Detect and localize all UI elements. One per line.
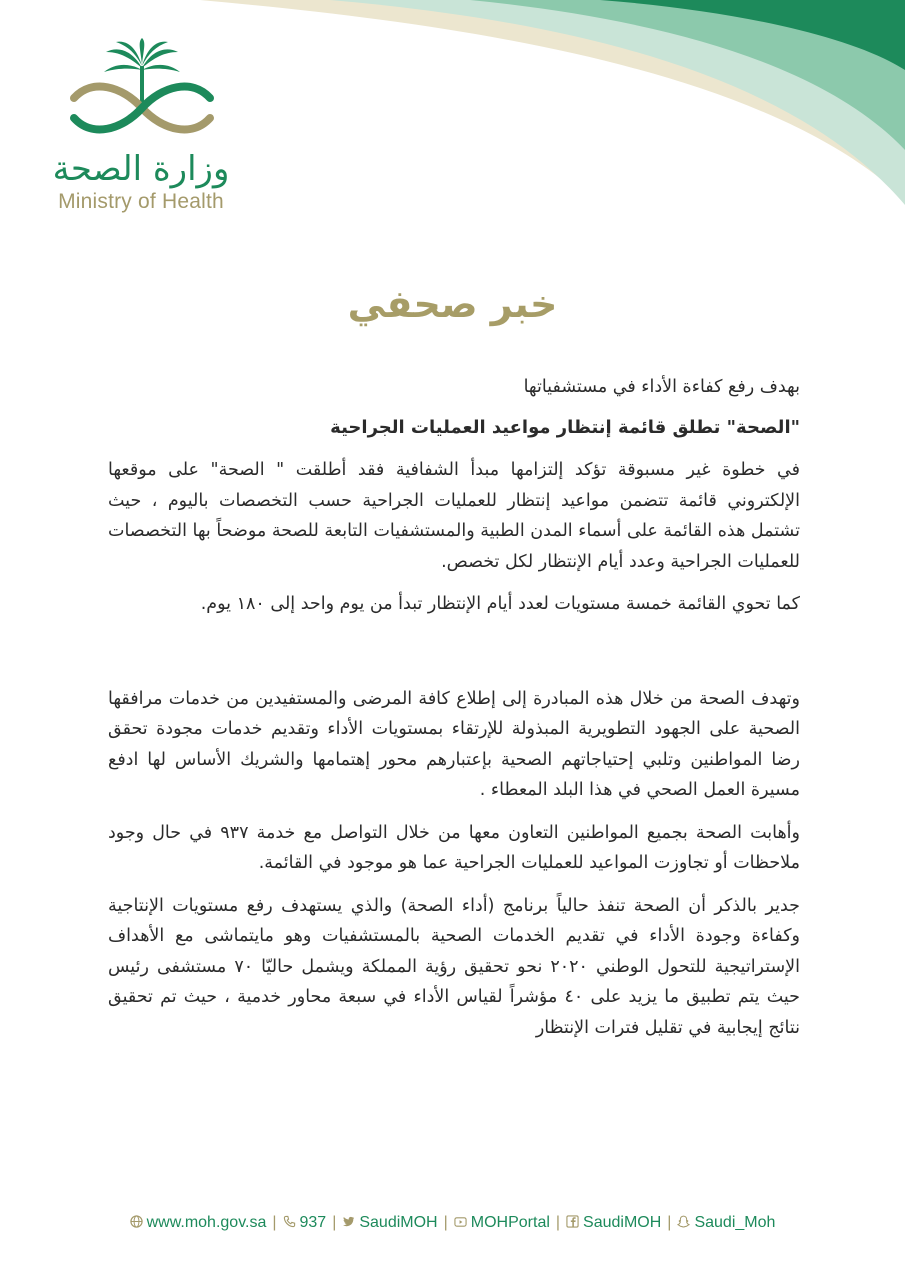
moh-logo [36, 38, 246, 218]
article-subheading: بهدف رفع كفاءة الأداء في مستشفياتها [523, 377, 800, 397]
footer-phone[interactable] [283, 1214, 327, 1232]
footer-facebook[interactable] [566, 1214, 661, 1232]
footer-snapchat[interactable] [677, 1214, 775, 1232]
youtube-icon [454, 1215, 467, 1228]
paragraph-3: وتهدف الصحة من خلال هذه المبادرة إلى إطلاع كافة المرضى والمستفيدين من خدمات مرافقها الصحية على الجهود التطويرية المبذولة للإرتقاء بمستويات الأداء وتقديم خدمات مجودة تحقق رضا المواطنين وتلبي إحتياجاتهم الصحية بإعتبارهم محور إهتمامها والشريك الأساس لها ادفع مسيرة العمل الصحي في هذا البلد المعطاء . [108, 688, 800, 800]
facebook-icon [566, 1215, 579, 1228]
footer-youtube[interactable] [454, 1214, 550, 1232]
palm-swords-emblem-icon [62, 38, 222, 143]
snapchat-text: Saudi_Moh [694, 1214, 776, 1231]
article-body [108, 372, 800, 1055]
paragraph-5: جدير بالذكر أن الصحة تنفذ حالياً برنامج (أداء الصحة) والذي يستهدف رفع مستويات الإنتاجية وكفاءة وجودة الأداء في تقديم الخدمات الصحية بالمستشفيات وهو مايتماشى مع الأهداف الإستراتيجية للتحول الوطني ٢٠٢٠ نحو تحقيق رؤية المملكة ويشمل حاليّا ٧٠ مستشفى رئيس حيث يتم تطبيق ما يزيد على ٤٠ مؤشراً لقياس الأداء في سبعة محاور خدمية ، حيث تم تحقيق نتائج إيجابية في تقليل فترات الإنتظار [108, 895, 800, 1038]
footer-divider: | [667, 1214, 672, 1232]
footer-twitter[interactable] [342, 1214, 437, 1232]
youtube-text: MOHPortal [470, 1214, 550, 1231]
paragraph-1: في خطوة غير مسبوقة تؤكد إلتزامها مبدأ الشفافية فقد أطلقت " الصحة" على موقعها الإلكتروني قائمة تتضمن مواعيد إنتظار للعمليات الجراحية حسب التخصصات باليوم ، حيث تشتمل هذه القائمة على أسماء المدن الطبية والمستشفيات التابعة للصحة موضحاً بها التخصصات للعمليات الجراحية وعدد أيام الإنتظار لكل تخصص. [108, 460, 800, 572]
facebook-text: SaudiMOH [583, 1214, 662, 1231]
twitter-icon [342, 1215, 355, 1228]
website-text: www.moh.gov.sa [146, 1214, 267, 1231]
logo-english-text: Ministry of Health [58, 190, 224, 213]
contact-footer [0, 1214, 905, 1232]
paragraph-4: وأهابت الصحة بجميع المواطنين التعاون معها من خلال التواصل مع خدمة ٩٣٧ في حال وجود ملاحظات أو تجاوزت المواعيد للعمليات الجراحية عما هو موجود في القائمة. [108, 822, 800, 873]
press-release-heading: خبر صحفي [347, 282, 558, 326]
phone-icon [283, 1215, 296, 1228]
footer-divider: | [443, 1214, 448, 1232]
footer-divider: | [332, 1214, 337, 1232]
footer-divider: | [555, 1214, 561, 1232]
globe-icon [130, 1215, 143, 1228]
phone-text: 937 [299, 1214, 327, 1231]
footer-divider: | [272, 1214, 277, 1232]
paragraph-2: كما تحوي القائمة خمسة مستويات لعدد أيام الإنتظار تبدأ من يوم واحد إلى ١٨٠ يوم. [200, 594, 800, 614]
logo-arabic-text: وزارة الصحة [52, 149, 230, 189]
footer-website[interactable] [130, 1214, 267, 1232]
twitter-text: SaudiMOH [359, 1214, 438, 1231]
spacer [108, 632, 800, 684]
snapchat-icon [677, 1215, 690, 1228]
article-title: "الصحة" تطلق قائمة إنتظار مواعيد العمليات الجراحية [330, 416, 800, 438]
